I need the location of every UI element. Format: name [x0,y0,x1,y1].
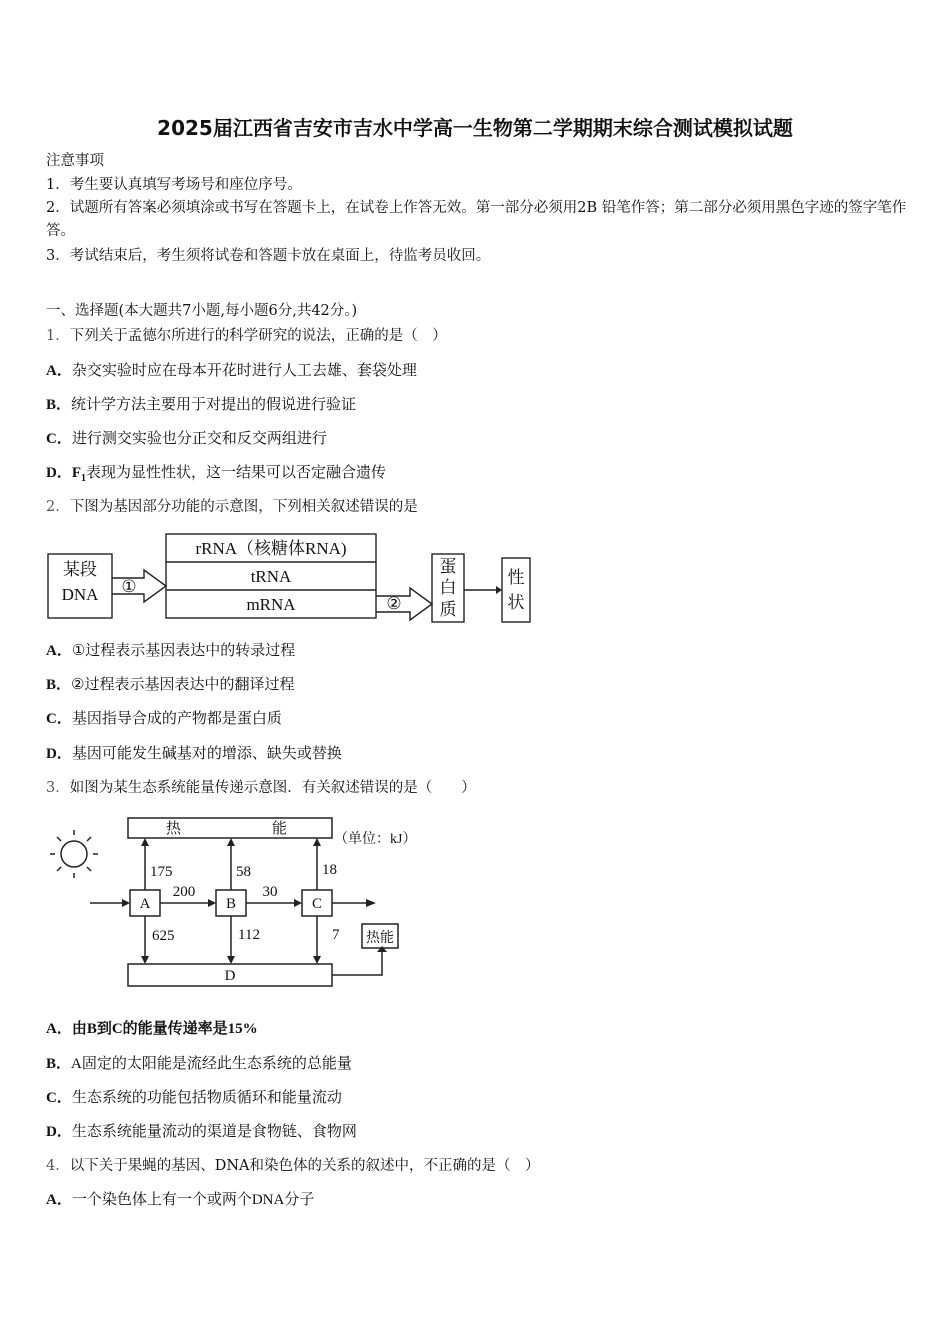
option-label: C． [46,1090,72,1106]
option-label: C． [46,711,72,727]
a-to-b-value: 200 [172,884,196,900]
notice-item: 2．试题所有答案必须填涂或书写在答题卡上，在试卷上作答无效。第一部分必须用2B 铅笔作答；第二部分必须用黑色字迹的签字笔作答。 [46,200,907,239]
q2-option-a [46,641,295,661]
heat-top-char-2: 能 [272,821,288,837]
protein-char: 蛋 [439,557,457,576]
page-title: 2025届江西省吉安市吉水中学高一生物第二学期期末综合测试模拟试题 [157,116,793,140]
q3-option-b [46,1054,352,1074]
energy-flow-diagram [44,812,444,994]
question-stem: 以下关于果蝇的基因、DNA和染色体的关系的叙述中，不正确的是（ ） [69,1158,540,1174]
option-text: 统计学方法主要用于对提出的假说进行验证 [71,397,357,413]
question-stem: 如图为某生态系统能量传递示意图．有关叙述错误的是（ ） [69,780,476,796]
option-label: D． [46,1124,72,1140]
c-heat-value: 18 [322,862,337,878]
option-label: C． [46,431,72,447]
q1-option-b [46,395,356,415]
option-label: A． [46,643,72,659]
option-text: 一个染色体上有一个或两个DNA分子 [71,1192,315,1208]
option-text: 基因可能发生碱基对的增添、缺失或替换 [71,746,342,762]
option-text-f: F [71,465,82,481]
gene-function-diagram [44,528,544,628]
option-text: A固定的太阳能是流经此生态系统的总能量 [71,1056,352,1072]
q2-option-b [46,675,294,695]
b-heat-value: 58 [236,864,251,880]
q1-option-a [46,361,417,381]
q1-option-d [46,463,386,489]
option-text: ②过程表示基因表达中的翻译过程 [71,677,295,693]
question-number: 3． [46,780,70,796]
rrna-label: rRNA（核糖体RNA) [195,539,347,558]
option-text: 由B到C的能量传递率是15% [71,1021,258,1037]
option-label: A． [46,1021,72,1037]
option-label: D． [46,465,72,481]
node-c: C [311,896,323,912]
option-label: B． [46,1056,72,1072]
question-stem: 下列关于孟德尔所进行的科学研究的说法，正确的是（ ） [69,328,447,344]
q3-option-c [46,1088,342,1108]
question-3 [46,778,476,798]
option-text: 生态系统的功能包括物质循环和能量流动 [71,1090,342,1106]
question-number: 4． [46,1158,70,1174]
mrna-label: mRNA [246,595,296,614]
option-label: B． [46,677,72,693]
protein-char: 质 [439,600,457,619]
q2-option-c [46,709,282,729]
dna-label-1: 某段 [63,560,97,579]
option-text-sub: 1 [81,473,87,484]
q4-option-a [46,1190,314,1210]
option-text: 生态系统能量流动的渠道是食物链、食物网 [71,1124,357,1140]
sun-icon [50,830,98,878]
question-2 [46,497,418,517]
trait-char: 状 [507,593,525,612]
q2-option-d [46,744,342,764]
q3-option-a [46,1019,258,1039]
q3-option-d [46,1122,357,1142]
node-d: D [224,968,236,984]
option-text: 进行测交实验也分正交和反交两组进行 [71,431,327,447]
trna-label: tRNA [250,567,292,586]
q1-option-c [46,429,327,449]
heat-box-label: 热能 [366,931,394,946]
question-stem: 下图为基因部分功能的示意图，下列相关叙述错误的是 [69,499,418,515]
unit-label: （单位：kJ） [334,832,417,847]
b-to-d-value: 112 [238,927,260,943]
step-1-label: ① [121,577,137,596]
option-text: 杂交实验时应在母本开花时进行人工去雄、套袋处理 [71,363,417,379]
option-text: 基因指导合成的产物都是蛋白质 [71,711,282,727]
question-number: 1． [46,328,70,344]
option-text: ①过程表示基因表达中的转录过程 [71,643,296,659]
option-label: B． [46,397,72,413]
option-text: 表现为显性性状，这一结果可以否定融合遗传 [86,465,387,481]
question-1 [46,326,447,346]
a-heat-value: 175 [150,864,173,880]
question-number: 2． [46,499,70,515]
section-heading: 一、选择题(本大题共7小题,每小题6分,共42分。) [46,303,358,319]
option-label: A． [46,363,72,379]
dna-label-2: DNA [61,585,99,604]
node-b: B [225,896,237,912]
question-4 [46,1156,540,1176]
option-label: A． [46,1192,72,1208]
option-label: D． [46,746,72,762]
notice-list [46,174,908,268]
notice-item: 3．考试结束后，考生须将试卷和答题卡放在桌面上，待监考员收回。 [46,248,491,264]
protein-char: 白 [439,578,457,597]
b-to-c-value: 30 [262,884,278,900]
c-to-d-value: 7 [332,927,340,943]
notice-item: 1．考生要认真填写考场号和座位序号。 [46,177,302,193]
node-a: A [139,896,151,912]
a-to-d-value: 625 [152,928,175,944]
step-2-label: ② [386,594,402,613]
trait-char: 性 [507,568,525,587]
heat-top-char-1: 热 [166,821,182,837]
notice-heading: 注意事项 [46,153,104,169]
